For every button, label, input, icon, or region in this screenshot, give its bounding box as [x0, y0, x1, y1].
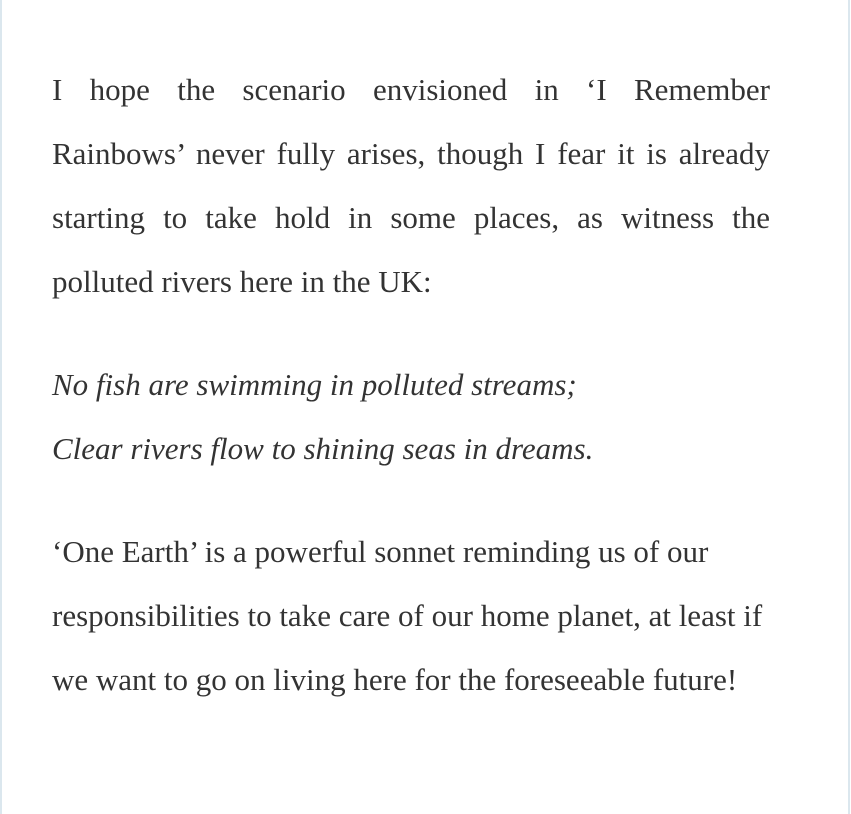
- poem-quote: [52, 353, 770, 481]
- paragraph-spacer: [52, 314, 770, 353]
- one-earth-paragraph: ‘One Earth’ is a powerful sonnet reminding us of our responsibilities to take care of our home planet, at least if we want to go on living here for the foreseeable future!: [52, 534, 763, 697]
- intro-paragraph: I hope the scenario envisioned in ‘I Remember Rainbows’ never fully arises, though I fear it is already starting to take hold in some places, as witness the polluted rivers here in the UK:: [52, 72, 770, 299]
- quote-line-1: No fish are swimming in polluted streams;: [52, 367, 577, 402]
- left-border: [0, 0, 2, 814]
- article-body: [52, 58, 770, 712]
- paragraph-spacer: [52, 481, 770, 520]
- right-border: [848, 0, 850, 814]
- quote-line-2: Clear rivers flow to shining seas in dreams.: [52, 431, 594, 466]
